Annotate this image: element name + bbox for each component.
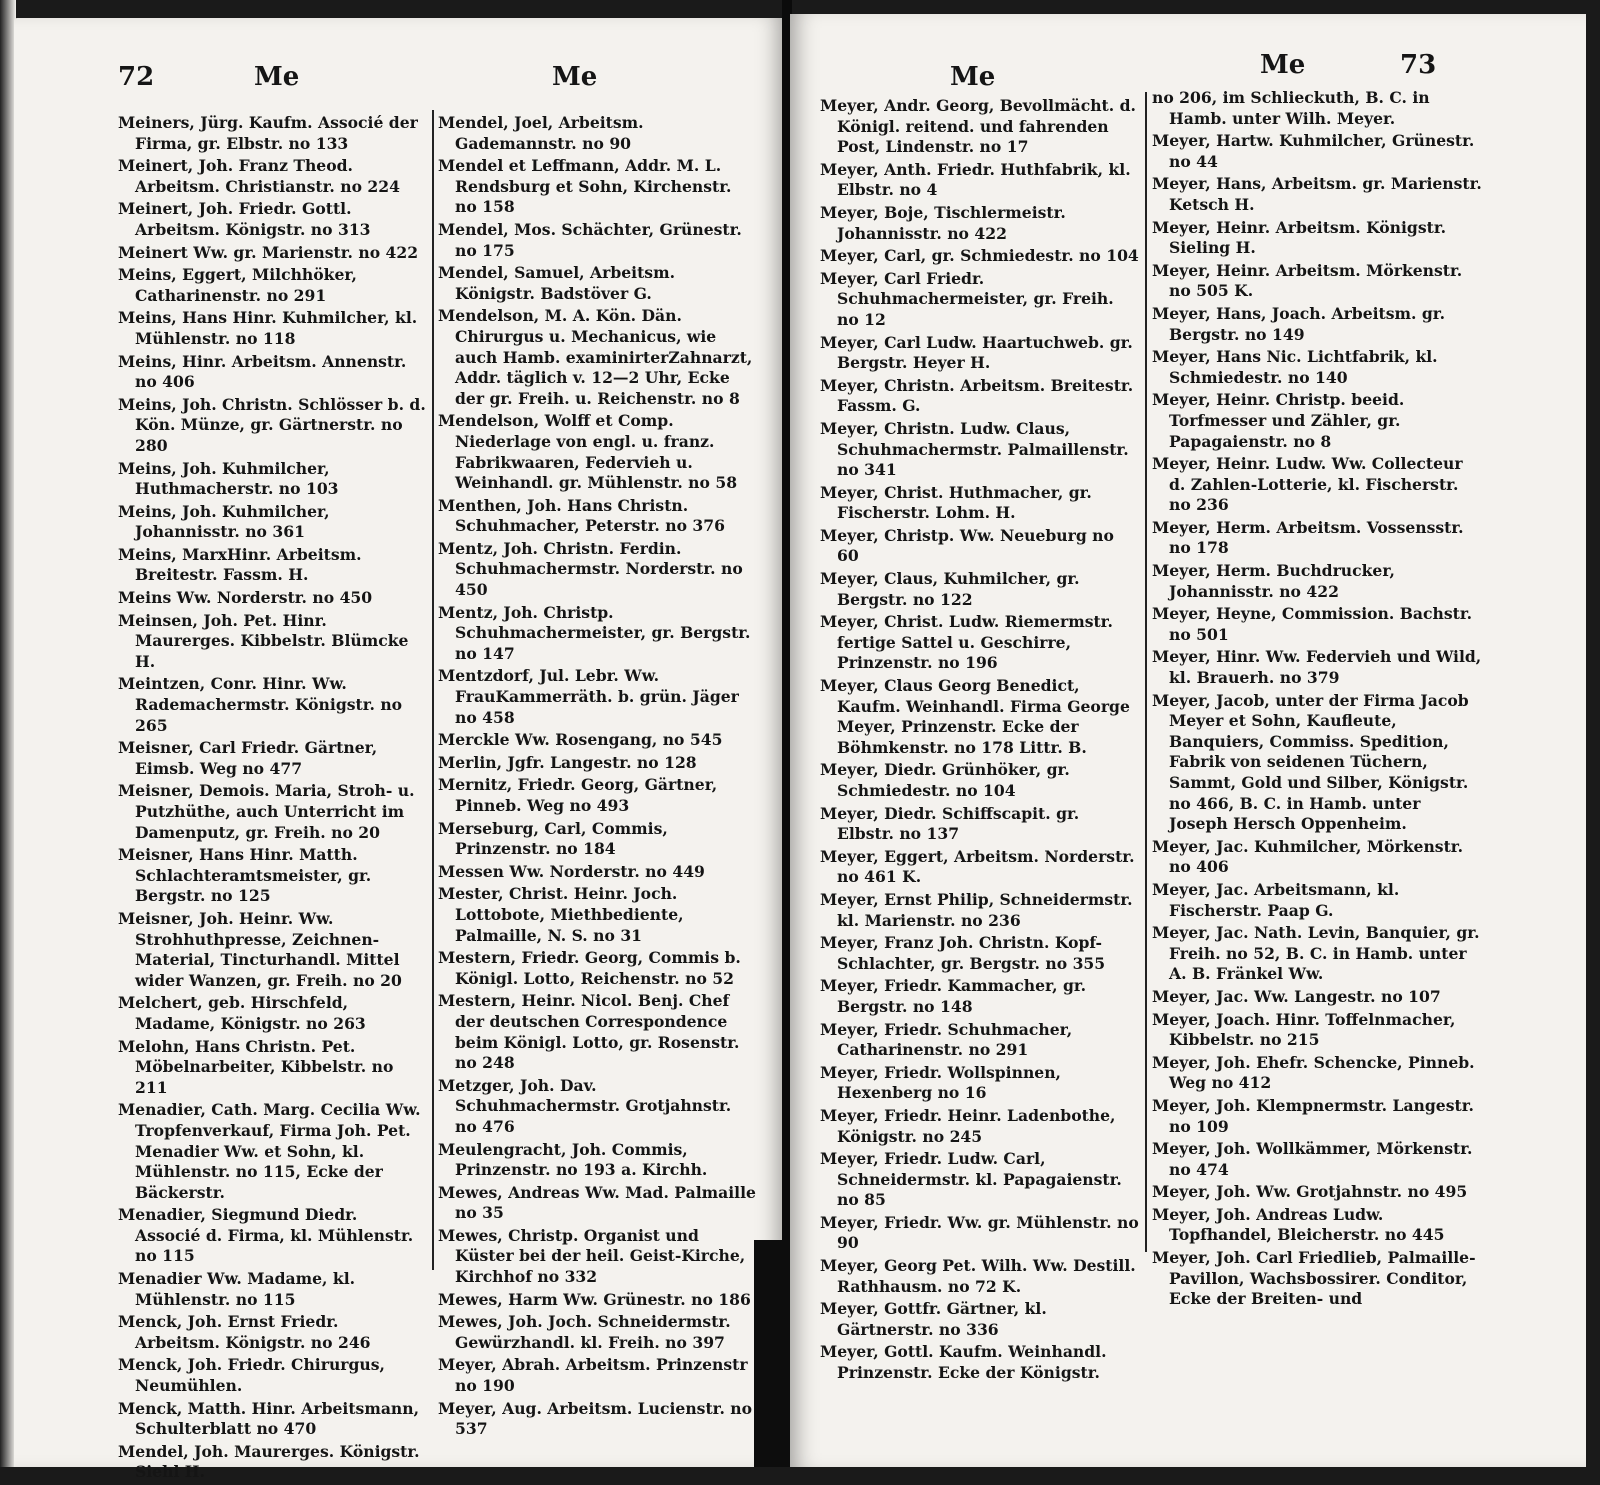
directory-entry: Mewes, Joh. Joch. Schneidermstr. Gewürzhandl. kl. Freih. no 397	[438, 1312, 731, 1352]
directory-entry: Meyer, Hans Nic. Lichtfabrik, kl. Schmiedestr. no 140	[1152, 347, 1438, 387]
directory-entry: Meyer, Carl Friedr. Schuhmachermeister, gr. Freih. no 12	[820, 268, 1114, 329]
directory-entry: Meyer, Anth. Friedr. Huthfabrik, kl. Elbstr. no 4	[820, 159, 1131, 200]
directory-entry: Meyer, Christ. Huthmacher, gr. Fischerstr. Lohm. H.	[820, 482, 1092, 523]
column-rule	[1145, 92, 1147, 1252]
directory-entry: Meyer, Jac. Nath. Levin, Banquier, gr. Freih. no 52, B. C. in Hamb. unter A. B. Fränkel Ww.	[1152, 923, 1480, 984]
directory-entry: Meyer, Jac. Arbeitsmann, kl. Fischerstr. Paap G.	[1152, 879, 1400, 920]
directory-entry: Meinert, Joh. Friedr. Gottl. Arbeitsm. Königstr. no 313	[118, 199, 371, 239]
directory-entry: Menadier Ww. Madame, kl. Mühlenstr. no 115	[118, 1269, 356, 1309]
column-rule	[432, 110, 434, 1270]
directory-entry: Meins, Hinr. Arbeitsm. Annenstr. no 406	[118, 351, 407, 392]
right-running-head-2: Me	[1260, 50, 1306, 80]
right-running-head-1: Me	[950, 62, 996, 92]
directory-entry: Meyer, Joh. Andreas Ludw. Topfhandel, Bleicherstr. no 445	[1152, 1204, 1445, 1245]
directory-entry: Meyer, Heyne, Commission. Bachstr. no 501	[1152, 604, 1473, 644]
directory-entry: Meyer, Hans, Arbeitsm. gr. Marienstr. Ketsch H.	[1152, 174, 1482, 214]
right-page	[790, 14, 1586, 1467]
directory-entry: Meins, Joh. Kuhmilcher, Johannisstr. no 361	[118, 501, 330, 542]
directory-entry: Mewes, Andreas Ww. Mad. Palmaille no 35	[438, 1182, 756, 1223]
directory-entry: Meins, Hans Hinr. Kuhmilcher, kl. Mühlenstr. no 118	[118, 308, 418, 348]
directory-entry: Meyer, Heinr. Ludw. Ww. Collecteur d. Zahlen-Lotterie, kl. Fischerstr. no 236	[1152, 454, 1463, 515]
directory-entry: Meiners, Jürg. Kaufm. Associé der Firma, gr. Elbstr. no 133	[118, 113, 418, 153]
directory-entry: Mendelson, Wolff et Comp. Niederlage von engl. u. franz. Fabrikwaaren, Federvieh u. Weinhandl. gr. Mühlenstr. no 58	[438, 411, 738, 493]
directory-entry: Mestern, Heinr. Nicol. Benj. Chef der deutschen Correspondence beim Königl. Lotto, gr. Rosenstr. no 248	[438, 991, 740, 1073]
directory-entry: Meyer, Carl, gr. Schmiedestr. no 104	[820, 246, 1139, 266]
left-column-2	[438, 113, 756, 1442]
directory-entry: Meyer, Friedr. Heinr. Ladenbothe, Königstr. no 245	[820, 1105, 1116, 1146]
directory-entry: Meyer, Gottl. Kaufm. Weinhandl. Prinzenstr. Ecke der Königstr.	[820, 1342, 1107, 1383]
directory-entry: no 206, im Schlieckuth, B. C. in Hamb. unter Wilh. Meyer.	[1152, 88, 1430, 128]
left-running-head-2: Me	[552, 62, 598, 92]
directory-entry: Meyer, Christn. Ludw. Claus, Schuhmachermstr. Palmaillenstr. no 341	[820, 418, 1129, 480]
directory-entry: Meins, Joh. Kuhmilcher, Huthmacherstr. no 103	[118, 458, 339, 499]
directory-entry: Meyer, Herm. Buchdrucker, Johannisstr. no 422	[1152, 561, 1395, 601]
right-column-2	[1152, 88, 1482, 1312]
directory-entry: Menck, Matth. Hinr. Arbeitsmann, Schulterblatt no 470	[118, 1398, 420, 1439]
directory-entry: Meyer, Eggert, Arbeitsm. Norderstr. no 461 K.	[820, 846, 1135, 887]
directory-entry: Meyer, Heinr. Arbeitsm. Königstr. Sieling H.	[1152, 217, 1447, 258]
directory-entry: Meyer, Boje, Tischlermeistr. Johannisstr. no 422	[820, 202, 1066, 243]
directory-entry: Meins Ww. Norderstr. no 450	[118, 588, 373, 608]
directory-entry: Meyer, Christp. Ww. Neueburg no 60	[820, 525, 1114, 566]
directory-entry: Menck, Joh. Friedr. Chirurgus, Neumühlen.	[118, 1355, 385, 1396]
directory-entry: Meyer, Friedr. Ww. gr. Mühlenstr. no 90	[820, 1212, 1139, 1253]
directory-entry: Mendel, Samuel, Arbeitsm. Königstr. Badstöver G.	[438, 263, 676, 303]
left-page-number: 72	[118, 62, 155, 92]
right-page-number: 73	[1400, 50, 1437, 80]
directory-entry: Meinert Ww. gr. Marienstr. no 422	[118, 242, 419, 262]
directory-entry: Mestern, Friedr. Georg, Commis b. Königl. Lotto, Reichenstr. no 52	[438, 948, 741, 988]
directory-entry: Menadier, Cath. Marg. Cecilia Ww. Tropfenverkauf, Firma Joh. Pet. Menadier Ww. et Sohn, kl. Mühlenstr. no 115, Ecke der Bäckerstr.	[118, 1100, 421, 1202]
directory-entry: Meyer, Abrah. Arbeitsm. Prinzenstr no 190	[438, 1355, 748, 1396]
directory-entry: Merlin, Jgfr. Langestr. no 128	[438, 752, 697, 772]
directory-entry: Meisner, Carl Friedr. Gärtner, Eimsb. Weg no 477	[118, 738, 378, 778]
directory-entry: Mendel, Joel, Arbeitsm. Gademannstr. no 90	[438, 113, 644, 153]
directory-entry: Menck, Joh. Ernst Friedr. Arbeitsm. Königstr. no 246	[118, 1312, 371, 1352]
directory-entry: Meisner, Joh. Heinr. Ww. Strohhuthpresse, Zeichnen-Material, Tincturhandl. Mittel wider Wanzen, gr. Freih. no 20	[118, 908, 402, 990]
directory-entry: Meyer, Christn. Arbeitsm. Breitestr. Fassm. G.	[820, 375, 1134, 416]
directory-entry: Meyer, Hartw. Kuhmilcher, Grünestr. no 44	[1152, 131, 1475, 171]
directory-entry: Melchert, geb. Hirschfeld, Madame, Königstr. no 263	[118, 993, 366, 1033]
left-running-head-1: Me	[254, 62, 300, 92]
directory-entry: Meyer, Joh. Ww. Grotjahnstr. no 495	[1152, 1182, 1468, 1202]
directory-entry: Meins, MarxHinr. Arbeitsm. Breitestr. Fassm. H.	[118, 544, 362, 585]
directory-entry: Merseburg, Carl, Commis, Prinzenstr. no 184	[438, 818, 668, 859]
directory-entry: Meyer, Joh. Klempnermstr. Langestr. no 109	[1152, 1095, 1474, 1136]
directory-entry: Meyer, Jac. Ww. Langestr. no 107	[1152, 986, 1441, 1006]
directory-entry: Meyer, Joh. Carl Friedlieb, Palmaille-Pavillon, Wachsbossirer. Conditor, Ecke der Breiten- und	[1152, 1248, 1476, 1309]
directory-entry: Meyer, Gottfr. Gärtner, kl. Gärtnerstr. no 336	[820, 1299, 1047, 1339]
directory-entry: Menadier, Siegmund Diedr. Associé d. Firma, kl. Mühlenstr. no 115	[118, 1205, 414, 1266]
left-column-1	[118, 113, 428, 1485]
directory-entry: Menthen, Joh. Hans Christn. Schuhmacher, Peterstr. no 376	[438, 495, 725, 536]
directory-entry: Mendelson, M. A. Kön. Dän. Chirurgus u. Mechanicus, wie auch Hamb. examinirterZahnarzt, Addr. täglich v. 12—2 Uhr, Ecke der gr. Freih. u. Reichenstr. no 8	[438, 306, 753, 408]
directory-entry: Meyer, Joh. Wollkämmer, Mörkenstr. no 474	[1152, 1139, 1473, 1179]
directory-entry: Mentz, Joh. Christn. Ferdin. Schuhmachermstr. Norderstr. no 450	[438, 538, 743, 600]
directory-entry: Meyer, Heinr. Christp. beeid. Torfmesser und Zähler, gr. Papagaienstr. no 8	[1152, 390, 1405, 451]
directory-entry: Meyer, Claus Georg Benedict, Kaufm. Weinhandl. Firma George Meyer, Prinzenstr. Ecke der Böhmkenstr. no 178 Littr. B.	[820, 676, 1130, 757]
directory-entry: Meyer, Christ. Ludw. Riemermstr. fertige Sattel u. Geschirre, Prinzenstr. no 196	[820, 612, 1113, 673]
directory-entry: Meyer, Claus, Kuhmilcher, gr. Bergstr. no 122	[820, 569, 1080, 609]
directory-entry: Mendel et Leffmann, Addr. M. L. Rendsburg et Sohn, Kirchenstr. no 158	[438, 156, 732, 217]
directory-entry: Meyer, Hinr. Ww. Federvieh und Wild, kl. Brauerh. no 379	[1152, 647, 1482, 688]
directory-entry: Meyer, Joach. Hinr. Toffelnmacher, Kibbelstr. no 215	[1152, 1009, 1456, 1050]
directory-entry: Meyer, Carl Ludw. Haartuchweb. gr. Bergstr. Heyer H.	[820, 332, 1133, 373]
directory-entry: Meyer, Aug. Arbeitsm. Lucienstr. no 537	[438, 1398, 753, 1439]
directory-entry: Mewes, Christp. Organist und Küster bei der heil. Geist-Kirche, Kirchhof no 332	[438, 1225, 746, 1287]
directory-entry: Metzger, Joh. Dav. Schuhmachermstr. Grotjahnstr. no 476	[438, 1075, 732, 1136]
directory-entry: Meyer, Diedr. Grünhöker, gr. Schmiedestr. no 104	[820, 760, 1070, 800]
directory-entry: Melohn, Hans Christn. Pet. Möbelnarbeiter, Kibbelstr. no 211	[118, 1036, 394, 1097]
directory-entry: Meyer, Joh. Ehefr. Schencke, Pinneb. Weg no 412	[1152, 1052, 1475, 1093]
directory-entry: Meyer, Ernst Philip, Schneidermstr. kl. Marienstr. no 236	[820, 889, 1133, 930]
directory-entry: Mernitz, Friedr. Georg, Gärtner, Pinneb. Weg no 493	[438, 775, 718, 815]
directory-entry: Meisner, Demois. Maria, Stroh- u. Putzhüthe, auch Unterricht im Damenputz, gr. Freih. no 20	[118, 781, 415, 842]
directory-entry: Meisner, Hans Hinr. Matth. Schlachteramtsmeister, gr. Bergstr. no 125	[118, 845, 372, 906]
directory-entry: Mester, Christ. Heinr. Joch. Lottobote, Miethbediente, Palmaille, N. S. no 31	[438, 884, 684, 945]
left-page	[14, 18, 784, 1482]
directory-entry: Meins, Eggert, Milchhöker, Catharinenstr. no 291	[118, 265, 357, 305]
directory-entry: Mewes, Harm Ww. Grünestr. no 186	[438, 1289, 751, 1309]
directory-entry: Mendel, Mos. Schächter, Grünestr. no 175	[438, 219, 742, 260]
directory-entry: Meyer, Franz Joh. Christn. Kopf-Schlachter, gr. Bergstr. no 355	[820, 933, 1106, 973]
directory-entry: Meyer, Jacob, unter der Firma Jacob Meyer et Sohn, Kaufleute, Banquiers, Commiss. Spedition, Fabrik von seidenen Tüchern, Sammt, Gold und Silber, Königstr. no 466, B. C. in Hamb. unter Joseph Hersch Oppenheim.	[1152, 690, 1469, 834]
directory-entry: Meyer, Friedr. Kammacher, gr. Bergstr. no 148	[820, 976, 1087, 1016]
directory-entry: Meyer, Andr. Georg, Bevollmächt. d. Königl. reitend. und fahrenden Post, Lindenstr. no 17	[820, 96, 1136, 157]
directory-entry: Mentz, Joh. Christp. Schuhmachermeister, gr. Bergstr. no 147	[438, 602, 751, 663]
directory-entry: Meins, Joh. Christn. Schlösser b. d. Kön. Münze, gr. Gärtnerstr. no 280	[118, 394, 426, 455]
directory-entry: Meyer, Friedr. Schuhmacher, Catharinenstr. no 291	[820, 1019, 1073, 1060]
directory-entry: Meintzen, Conr. Hinr. Ww. Rademachermstr. Königstr. no 265	[118, 674, 403, 735]
directory-entry: Mentzdorf, Jul. Lebr. Ww. FrauKammerräth. b. grün. Jäger no 458	[438, 666, 739, 727]
directory-entry: Meyer, Georg Pet. Wilh. Ww. Destill. Rathhausm. no 72 K.	[820, 1256, 1136, 1296]
directory-entry: Meinsen, Joh. Pet. Hinr. Maurerges. Kibbelstr. Blümcke H.	[118, 610, 409, 671]
directory-entry: Meyer, Jac. Kuhmilcher, Mörkenstr. no 406	[1152, 836, 1463, 877]
directory-entry: Meyer, Friedr. Wollspinnen, Hexenberg no 16	[820, 1062, 1061, 1103]
directory-entry: Meyer, Friedr. Ludw. Carl, Schneidermstr. kl. Papagaienstr. no 85	[820, 1149, 1122, 1210]
directory-entry: Meinert, Joh. Franz Theod. Arbeitsm. Christianstr. no 224	[118, 156, 400, 196]
directory-entry: Meulengracht, Joh. Commis, Prinzenstr. no 193 a. Kirchh.	[438, 1139, 708, 1180]
right-column-1	[820, 96, 1140, 1386]
directory-entry: Meyer, Diedr. Schiffscapit. gr. Elbstr. no 137	[820, 803, 1080, 844]
directory-entry: Mendel, Joh. Maurerges. Königstr. Siehl H.	[118, 1441, 420, 1482]
directory-entry: Meyer, Hans, Joach. Arbeitsm. gr. Bergstr. no 149	[1152, 303, 1446, 344]
directory-entry: Merckle Ww. Rosengang, no 545	[438, 730, 723, 750]
directory-entry: Meyer, Heinr. Arbeitsm. Mörkenstr. no 505 K.	[1152, 260, 1463, 301]
directory-entry: Messen Ww. Norderstr. no 449	[438, 861, 705, 881]
directory-entry: Meyer, Herm. Arbeitsm. Vossensstr. no 178	[1152, 517, 1464, 558]
